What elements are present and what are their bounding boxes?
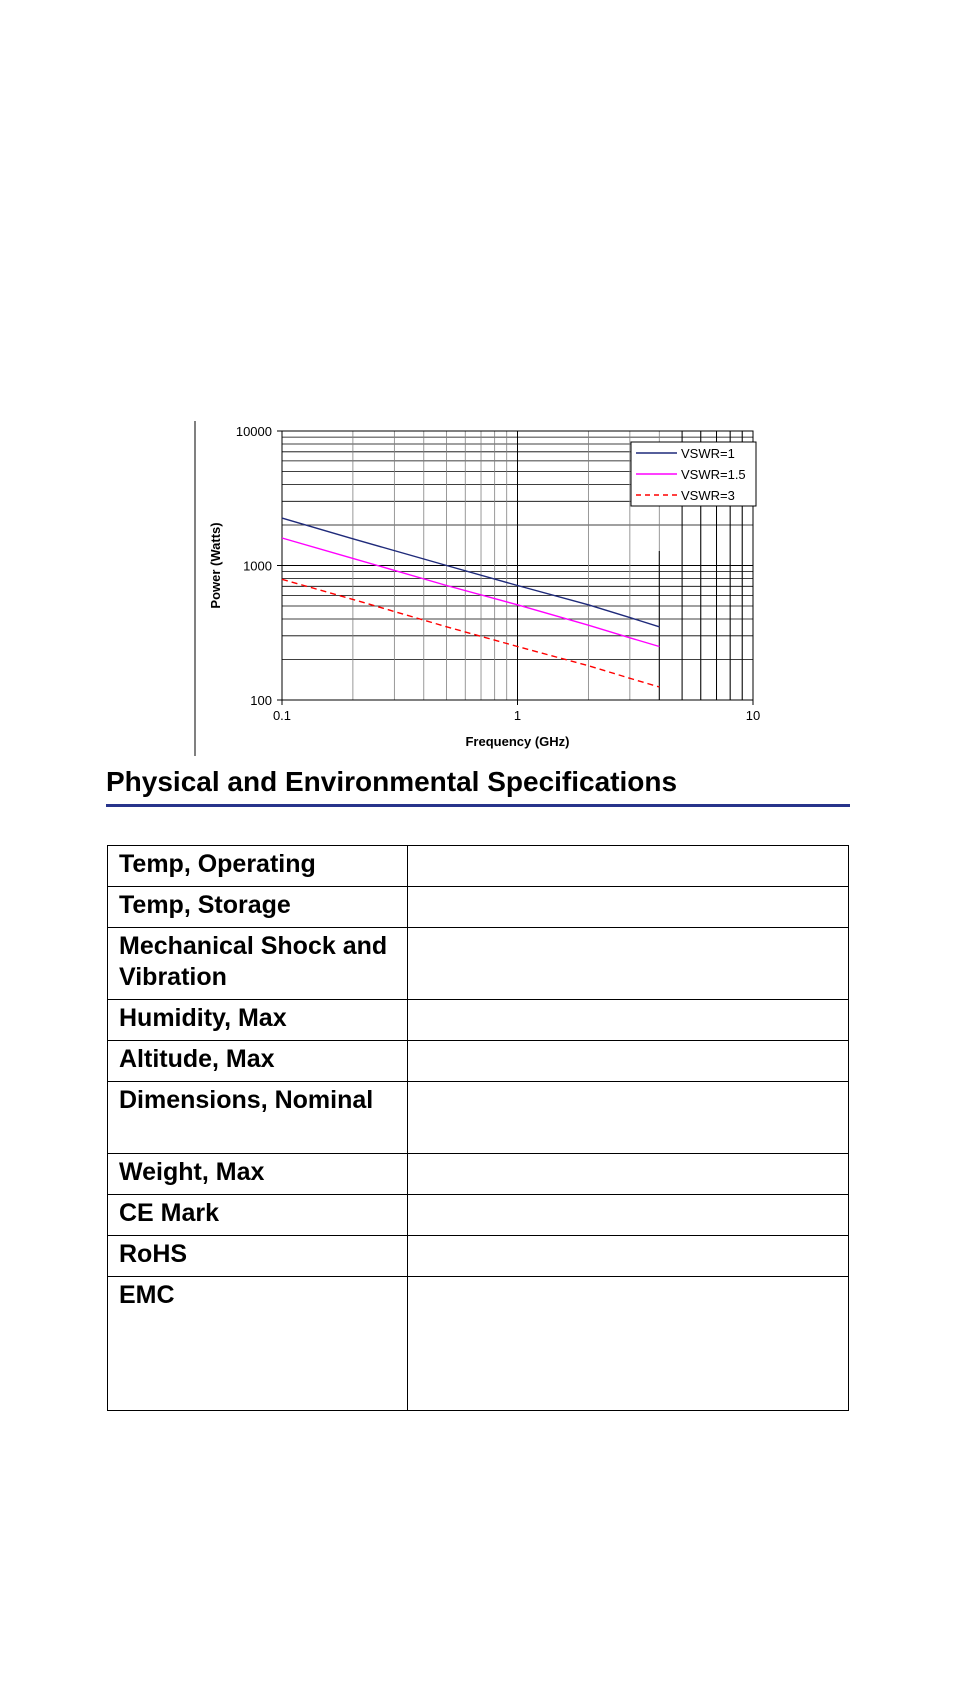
table-row — [108, 1000, 849, 1041]
spec-value-ce-mark — [408, 1195, 849, 1236]
table-row — [108, 1082, 849, 1154]
x-tick-label: 1 — [513, 708, 522, 723]
x-tick-label: 0.1 — [272, 708, 292, 723]
series-line — [282, 518, 659, 627]
table-row — [108, 928, 849, 1000]
table-row — [108, 1277, 849, 1411]
specifications-table — [107, 845, 849, 1411]
x-tick-label: 10 — [745, 708, 761, 723]
spec-label-ce-mark: CE Mark — [108, 1195, 408, 1236]
legend-label: VSWR=3 — [681, 488, 735, 503]
section-title: Physical and Environmental Specifications — [106, 766, 678, 797]
spec-value-temp-storage — [408, 887, 849, 928]
series-line — [282, 538, 659, 647]
table-row — [108, 1195, 849, 1236]
spec-value-weight — [408, 1154, 849, 1195]
spec-label-dimensions: Dimensions, Nominal — [108, 1082, 408, 1154]
y-axis-title: Power (Watts) — [208, 522, 223, 609]
power-frequency-chart — [190, 416, 770, 756]
spec-value-rohs — [408, 1236, 849, 1277]
spec-label-mechanical-shock: Mechanical Shock and Vibration — [108, 928, 408, 1000]
spec-value-mechanical-shock — [408, 928, 849, 1000]
chart-series — [282, 518, 659, 687]
table-row — [108, 1041, 849, 1082]
legend-label: VSWR=1 — [681, 446, 735, 461]
spec-label-humidity: Humidity, Max — [108, 1000, 408, 1041]
spec-value-humidity — [408, 1000, 849, 1041]
table-row — [108, 1236, 849, 1277]
y-tick-label: 100 — [250, 693, 272, 708]
spec-label-temp-operating: Temp, Operating — [108, 846, 408, 887]
table-row — [108, 1154, 849, 1195]
x-axis-title: Frequency (GHz) — [465, 734, 570, 749]
spec-label-emc: EMC — [108, 1277, 408, 1411]
spec-value-emc — [408, 1277, 849, 1411]
table-row — [108, 846, 849, 887]
spec-value-altitude — [408, 1041, 849, 1082]
spec-label-weight: Weight, Max — [108, 1154, 408, 1195]
y-tick-label: 1000 — [243, 558, 272, 574]
spec-label-altitude: Altitude, Max — [108, 1041, 408, 1082]
spec-label-rohs: RoHS — [108, 1236, 408, 1277]
section-divider — [106, 804, 850, 807]
legend-label: VSWR=1.5 — [681, 467, 746, 482]
y-tick-label: 10000 — [235, 424, 272, 439]
spec-value-temp-operating — [408, 846, 849, 887]
table-row — [108, 887, 849, 928]
spec-value-dimensions — [408, 1082, 849, 1154]
spec-label-temp-storage: Temp, Storage — [108, 887, 408, 928]
chart-legend — [631, 442, 756, 506]
